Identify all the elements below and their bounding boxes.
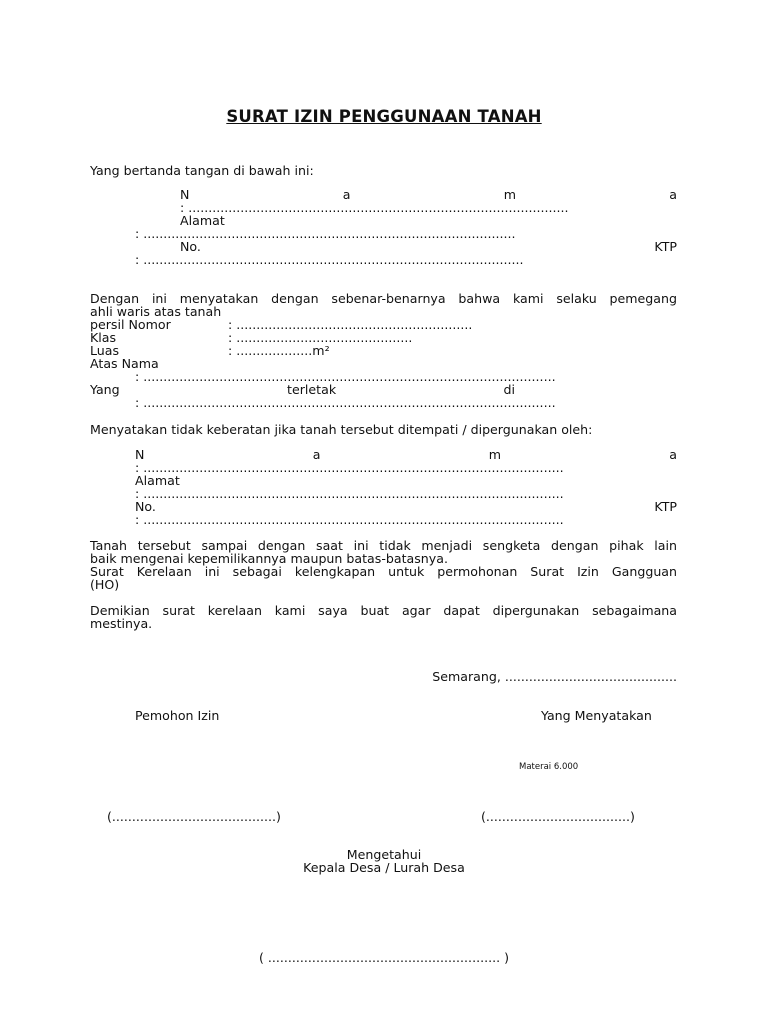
alamat-label-1: Alamat [180,213,225,228]
nama-letter: a [342,187,351,202]
para3-line-3: Surat Kerelaan ini sebagai kelengkapan untuk permohonan Surat Izin Gangguan [90,564,677,579]
mengetahui-label: Mengetahui [346,847,422,862]
materai-label: Materai 6.000 [519,762,579,772]
document-title: SURAT IZIN PENGGUNAAN TANAH [226,107,542,126]
ktp-left: No. [180,239,201,254]
letak-word: Yang [90,382,120,397]
atas-nama-label: Atas Nama [90,356,159,371]
alamat-dots-2: : ......................................................................................................... [135,486,564,501]
ktp-dots-2: : ......................................................................................................... [135,512,564,527]
luas-value: : ...................m² [228,343,330,358]
nama-dots-2: : ......................................................................................................... [135,460,564,475]
kepala-desa-label: Kepala Desa / Lurah Desa [303,860,465,875]
nama-letter: m [488,447,501,462]
nama-letter: N [180,187,190,202]
nama-letter: N [135,447,145,462]
persil-value: : ........................................................... [228,317,473,332]
nama-letter: a [669,447,677,462]
klas-label: Klas [90,330,117,345]
ktp-right: KTP [654,499,677,514]
ktp-left: No. [135,499,156,514]
atas-nama-dots: : ....................................................................................................... [135,369,556,384]
intro-text: Yang bertanda tangan di bawah ini: [90,163,314,178]
statement-line-1: Dengan ini menyatakan dengan sebenar-benarnya bahwa kami selaku pemegang [90,291,677,306]
para4-line-2: mestinya. [90,616,153,631]
klas-value: : ............................................ [228,330,413,345]
menyatakan-signature-blank: (....................................) [481,809,635,824]
nama-letter: m [503,187,516,202]
menyatakan-label: Yang Menyatakan [541,708,652,723]
ktp-right: KTP [654,239,677,254]
pemohon-signature-blank: (.........................................) [107,809,281,824]
alamat-label-2: Alamat [135,473,180,488]
persil-label: persil Nomor [90,317,171,332]
luas-label: Luas [90,343,120,358]
place-date: Semarang, ........................................... [432,669,677,684]
nama-dots-1: : ............................................................................................... [180,200,569,215]
statement-line-2: ahli waris atas tanah [90,304,222,319]
letak-word: terletak [287,382,337,397]
nama-letter: a [669,187,677,202]
ktp-dots-1: : ............................................................................................... [135,252,524,267]
para3-line-1: Tanah tersebut sampai dengan saat ini tidak menjadi sengketa dengan pihak lain [90,538,677,553]
para3-line-4: (HO) [90,577,120,592]
nama-letter: a [312,447,321,462]
para4-line-1: Demikian surat kerelaan kami saya buat agar dapat dipergunakan sebagaimana [90,603,677,618]
alamat-dots-1: : ............................................................................................. [135,226,516,241]
letak-word: di [503,382,515,397]
section2-intro: Menyatakan tidak keberatan jika tanah tersebut ditempati / dipergunakan oleh: [90,422,593,437]
para3-line-2: baik mengenai kepemilikannya maupun batas-batasnya. [90,551,448,566]
letak-dots: : ....................................................................................................... [135,395,556,410]
kepala-desa-signature-blank: ( .......................................................... ) [258,950,510,965]
pemohon-label: Pemohon Izin [135,708,220,723]
